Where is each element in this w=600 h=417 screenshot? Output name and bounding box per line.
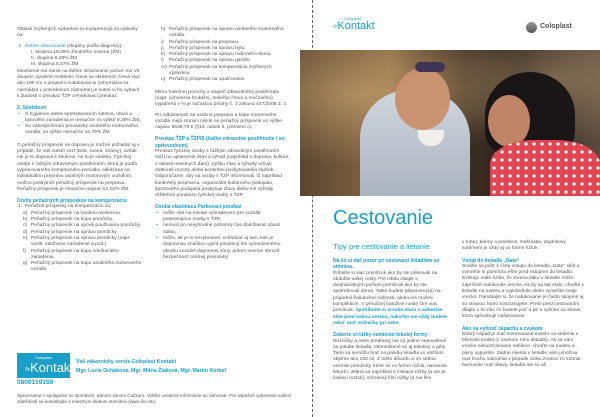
flight-highlight: Vystrihnite si vrecká otvor v adhezíve ešte pred vašou cestou, nakoľko nie vždy budete môcť mať nožničky pri sebe.: [333, 308, 448, 326]
odor-text: Dobrý nápad je mať rezervované miesto na sedenie v blízkosti toaliet (v zadnom rohu lietadla). Ak sa vám vrecko nekontrolovane nafúkne, choďte na toaletu a plyny vypustite. Zadné miesta v lietadle vám umožnia mať trochu súkromia v prípade úniku zvukov zo stómie. Nemusíte mať obavy, lietadlá nie sú až: [462, 331, 582, 369]
car-text: Pri odkázanosti na osobnú prepravu a kúpe motorového vozidla majú stomici nárok na peňažný príspevok vo výške najviac 6638,79 € (§14, odsek 6, písmeno c).: [155, 112, 282, 131]
diet-group: I. skupina 18,56% životného minima (ŽM): [31, 49, 121, 55]
types-item: 1. Peňažné príspevky na kompenzáciu sú:: [18, 204, 112, 210]
odor-heading: Ako sa vyhnúť zápachu a zvukom: [462, 325, 543, 332]
ileo-text: Ileostomik má nárok na diétne stravovanie počas' má VII. skupine syndróm krátkeho čreva so skrátením čreva viac ako 100 cm s prejavmi malabsorpcie (informácia sa nachádza v potvrdenom zázname) je nutné si ho vybaviť k žiadosti o preukaz ŤZP a Parkovací preukaz.: [17, 68, 141, 99]
flight-heading: Na čo si dať pozor pri cestovaní lietadlom so stómiou.: [333, 258, 440, 271]
contribution-type-item: d) Peňažný príspevok na úpravu pomôcky: [23, 229, 117, 235]
contribution-type-item: h) Peňažný príspevok na úpravu osobného motorového vozidla.: [161, 27, 284, 39]
phone-number[interactable]: 0800159159: [17, 379, 54, 386]
contribution-type-item: k) Peňažný príspevok na úpravu rodinného domu.: [161, 52, 272, 58]
service-label: Váš zákaznícky servis Coloplast Kontakt: [76, 359, 177, 365]
transport-text: O peňažný príspevok na dopravu je možné požiadať aj v prípade, že vás niekto vozí (brat, sused, známy), avšak nie je to doprava k lekárovi, na to je sanitka. Fyzickej osobe s ťažkým zdravotným postihnutím, ktorá je podľa vypracovaného komplexného posudku odkázaná na individuálnu prepravu osobným motorovým vozidlom, možno poskytnúť peňažný príspevok na prepravu. Peňažný príspevok je mesačne najviac 51,02% ŽM.: [17, 142, 140, 192]
coloplast-brand-logo: Coloplast: [526, 22, 572, 33]
gate-heading: Vstup do lietadla „Gate“: [462, 257, 520, 264]
contribution-type-item: b) Peňažný príspevok na kúpu pomôcky.: [23, 217, 114, 223]
card-text: Preukaz fyzickej osoby s ťažkým zdravotným postihnutím slúži na uplatnenie zliav a výhod (napríklad v doprave, kultúre, v oblasti miestnych daní). Výšku zliav a výhody určujú dotknuté rezorty alebo konkrétni poskytovatelia služieb. Odporúčame, aby sa osoby s ŤZP informovali, či napríklad konkrétny prepravca, organizátor kultúrneho podujatia, športového podujatia poskytuje zľavy alebo iné výhody držiteľom preukazu fyzickej osoby s ŤZP.: [155, 149, 290, 199]
left-column-2: [155, 27, 290, 261]
contribution-type-item: e) Peňažný príspevok na opravu pomôcky (napr. vozík, zdvíhacie zariadenie a pod.): [23, 235, 131, 248]
gate-text: Snažte sa prísť k číslu vstupu do lietadla „Gate“ skôr a vymeňte si pomôcku ešte pred vstupom do lietadla. Existuje malé riziko, že zmena tlaku v lietadle môže zapríčiniť nafúknutie vrecka. Ak by sa tak stalo, choďte v lietadle na toaletu a vyprázdnite alebo vymeňte svoje vrecko. Pamätajte si, že nafukovanie je často spojené aj so stravou, ktorú konzumujete. Preto pred cestovaním dbajte o to viac čo budete jesť a piť a vyhnite sa strave, ktorá spôsobuje nafukovanie.: [462, 263, 585, 320]
service-staff: Mgr. Lucia Ochabová, Mgr. Mária Žiaková, Mgr. Martin Korbeľ: [76, 368, 227, 374]
kontakt-wave-icon: ≈Kontakt: [25, 360, 75, 375]
bullet-item: • môže, ak je to nevyhnutné, vchádzať aj tam, kde je dopravnou značkou vjazd povolený len vymedzenému okruhu vozidiel dopravnej zóny, pritom nesmie ohroziť bezpečnosť cestnej premávky.: [156, 235, 281, 260]
contribution-type-item: g) Peňažný príspevok na kúpu osobného motorového vozidla.: [23, 261, 142, 273]
section-2-heading: 2. Súvislosti: [17, 105, 47, 112]
contribution-type-item: f) Peňažný príspevok na kúpu zdvíhacieho zariadenia.: [23, 248, 119, 260]
bullet-item: • nemusí po nevyhnutne potrebný čas dodržiavať zákaz státia,: [156, 223, 281, 235]
types-heading: Druhy peňažných príspevkov na kompenzáciu: [17, 198, 127, 205]
measure-text: Mieru funkčnej poruchy a stupeň zdravotného postihnutia (napr. ochorenia hrubého, tenkého čreva a močového) vyjadrenú v % je súčasťou prílohy č. 3 zákona 447/2008 Z. z.: [155, 89, 288, 108]
kontakt-wave-icon: ≈: [333, 22, 338, 31]
bullet-item: • So zabezpečením prevádzky osobného motorového vozidla, vo výške mesačne 16,70% ŽM: [18, 124, 138, 136]
right-column-2: [462, 240, 586, 374]
customer-service: [76, 358, 226, 376]
coloplast-kontakt-logo: Coloplast ≈Kontakt: [17, 353, 70, 378]
intro-text: Oblasti zvýšených výdavkov sa kompenzujú za výdavky na:: [17, 27, 138, 39]
park-heading: Osoba vlastniaca Parkovací preukaz: [155, 204, 242, 211]
contribution-type-item: n) Peňažný príspevok na opatrovanie.: [161, 77, 246, 83]
contribution-type-item: i) Peňažný príspevok na prepravu.: [161, 39, 240, 45]
hero-photo: [300, 50, 600, 196]
wipes-text-cont: v tube), krémy a podobne. Našťastie, doplnkový sortiment je vždy aj vo forme rúžok.: [462, 240, 566, 252]
page-subtitle: Tipy pre cestovanie a lietanie: [333, 242, 430, 251]
contribution-type-item: l) Peňažný príspevok na úpravu garáže.: [161, 58, 252, 64]
contribution-type-item: m) Peňažný príspevok na kompenzáciu zvýšených výdavkov.: [161, 64, 272, 77]
diet-group: III. skupina 5,57% ŽM: [31, 62, 79, 68]
coloplast-circle-icon: [526, 22, 537, 33]
page-title: Cestovanie: [333, 207, 434, 229]
contribution-type-item: j) Peňažný príspevok na úpravu bytu.: [161, 45, 246, 51]
card-heading: Preukaz ŤZP a ŤZP/S (ťažko zdravotne postihnutie / so sprievodcom): [155, 136, 285, 149]
wipes-heading: Zoberte si rúžky namiesto tekutej formy: [333, 332, 428, 339]
contribution-type-item: a) Peňažný príspevok na osobnú asistenciu.: [23, 210, 122, 216]
footnote: Spracované v spolupráci so stomikom, pánom Jánom Čačkom. Vyššie uvedené informácie sú rámcové. Pre úspešné vybavenie vašich záležitostí sa kontaktujte s miestnym klubom stomikov (www.ilco.sk).: [17, 393, 292, 404]
diet-item: 1. Diétne stravovanie (skupiny podľa diagnózy): I. skupina 18,56% životného minima (ŽM) II. skupina 9,28% ŽM III. skupina 5,57% ŽM: [17, 44, 142, 69]
wipes-text: Nožničky a ostré predmety nie sú jediné nepovolené na palube lietadla. Obmedzené sú aj tekutiny a gély. Tieto sa nemôžu brať na palubu lietadla vo väčšom objeme ako 100 ml. Z tohto dôvodu si so sebou vezmite pomôcky, ktoré sú vo forme rúžok, namiesto tekutín. Jedná sa napríklad o čistiace rúžky (a nie je čistiaci roztok), ochranný film rúžky (a nie film: [333, 338, 447, 382]
bullet-item: • S hygienou alebo opotrebovaním šatstva, obuvi a bytového zariadenia je mesačne vo výške 9,28% ŽM,: [18, 111, 141, 123]
diet-label: Diétne stravovanie: [25, 43, 66, 49]
right-column-1: [333, 258, 448, 387]
coloplast-kontakt-logo-right: Coloplast ≈Kontakt: [333, 16, 375, 32]
left-column-1: [17, 27, 142, 274]
diet-rest: (skupiny podľa diagnózy):: [65, 43, 123, 49]
bullet-item: • môže stáť na mieste vyhradenom pre vozidlá prepravujúce osoby s ŤZP,: [156, 210, 261, 223]
diet-group: II. skupina 9,28% ŽM: [31, 56, 77, 62]
contribution-type-item: c) Peňažný príspevok na výcvik používania pomôcky.: [23, 223, 142, 229]
flight-text: Pribaľte si viac pomôcok ako by ste plánovali na obdobie vašej cesty. Pre istotu rátajte s dvojnásobným počtom pomôcok ako by ste spotrebovali doma. Takto budete pripravený(á) na prípadné žalúdočné ťažkosti, alebo iné možné komplikácie. V príručnej batožine noste čím viac pomôcok. Vystrihnite si vrecká otvor v adhezíve ešte pred vašou cestou, nakoľko nie vždy budete môcť mať nožničky pri sebe.: [333, 270, 448, 326]
